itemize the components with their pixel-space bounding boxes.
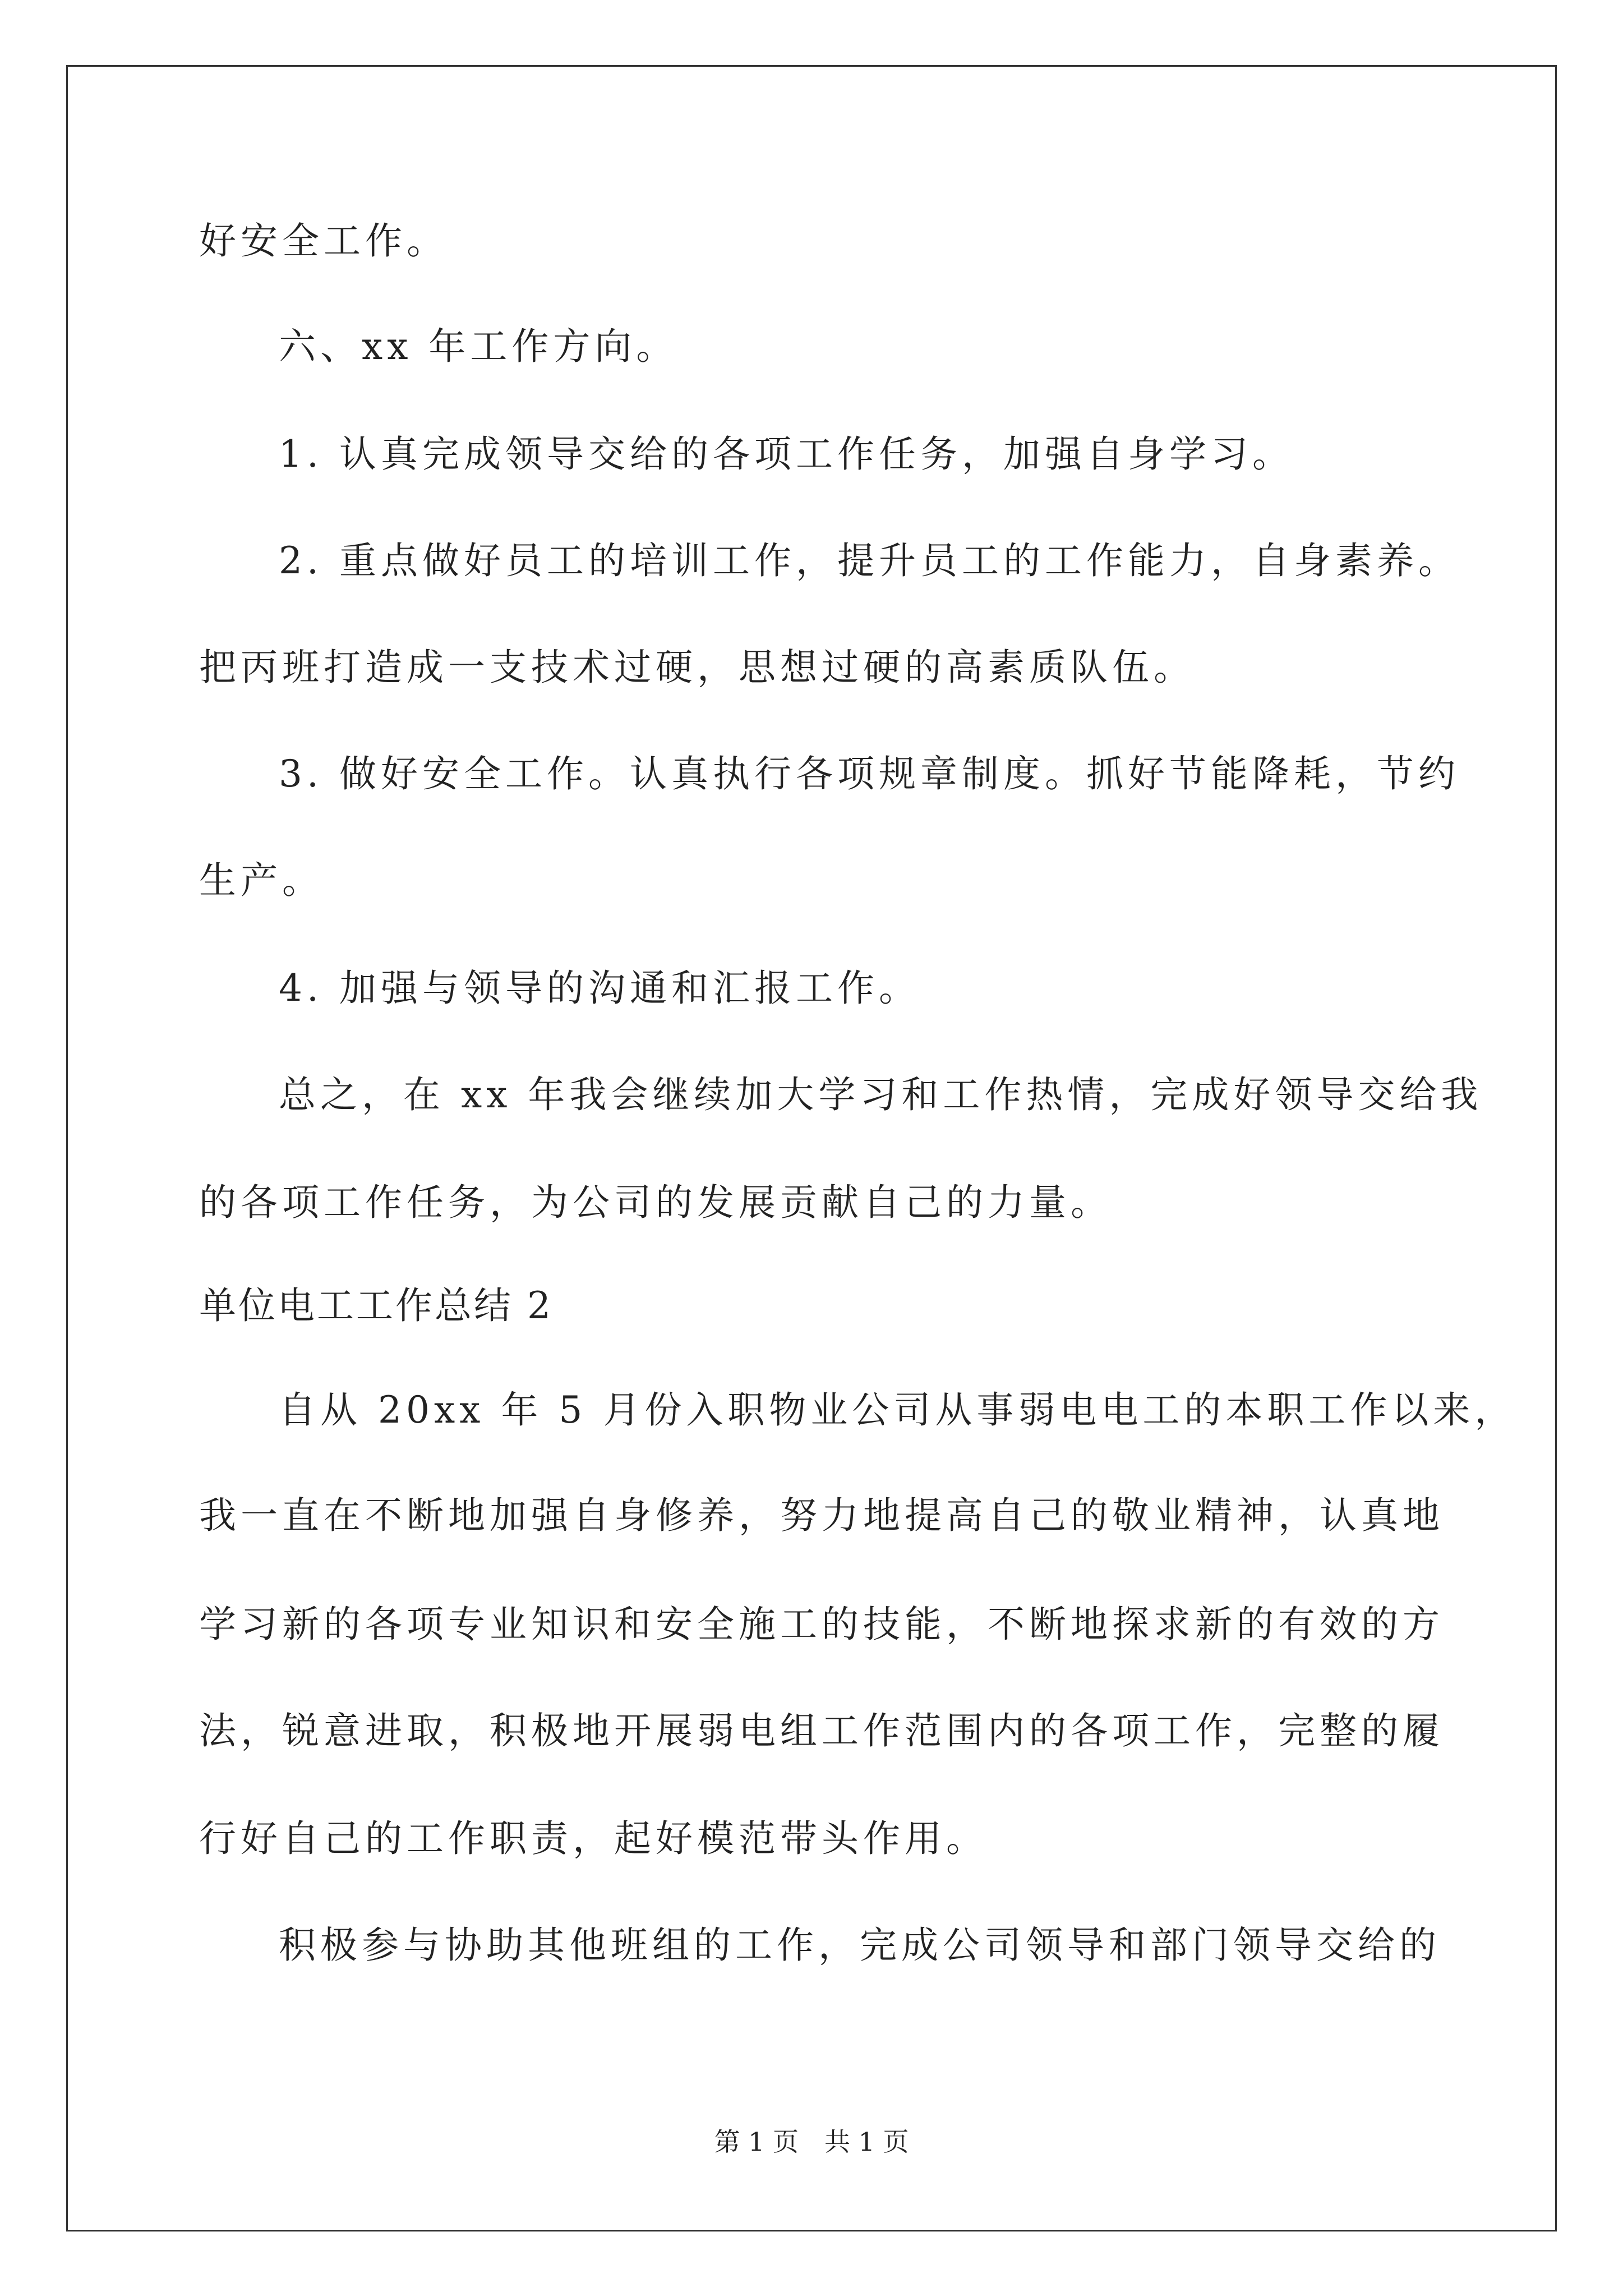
text-line-8: 4. 加强与领导的沟通和汇报工作。	[279, 967, 920, 1010]
text-line-16: 行好自己的工作职责，起好模范带头作用。	[199, 1817, 988, 1860]
text-line-14: 学习新的各项专业知识和安全施工的技能，不断地探求新的有效的方	[199, 1603, 1444, 1646]
text-line-10: 的各项工作任务，为公司的发展贡献自己的力量。	[199, 1181, 1112, 1224]
text-line-1: 好安全工作。	[199, 219, 448, 263]
page-border	[66, 65, 1557, 2231]
text-line-12: 自从 20xx 年 5 月份入职物业公司从事弱电电工的本职工作以来，	[279, 1388, 1516, 1432]
text-line-9: 总之，在 xx 年我会继续加大学习和工作热情，完成好领导交给我	[279, 1073, 1483, 1116]
text-line-5: 把丙班打造成一支技术过硬，思想过硬的高素质队伍。	[199, 646, 1195, 689]
text-line-17: 积极参与协助其他班组的工作，完成公司领导和部门领导交给的	[279, 1924, 1441, 1967]
text-line-4: 2. 重点做好员工的培训工作，提升员工的工作能力，自身素养。	[279, 539, 1460, 582]
text-line-6: 3. 做好安全工作。认真执行各项规章制度。抓好节能降耗，节约	[279, 752, 1460, 795]
text-line-3: 1. 认真完成领导交给的各项工作任务，加强自身学习。	[279, 432, 1294, 476]
section-heading: 单位电工工作总结 2	[199, 1284, 553, 1327]
text-line-13: 我一直在不断地加强自身修养，努力地提高自己的敬业精神，认真地	[199, 1494, 1444, 1537]
page-footer: 第 1 页 共 1 页	[714, 2127, 909, 2157]
text-line-7: 生产。	[199, 859, 324, 902]
text-line-15: 法，锐意进取，积极地开展弱电组工作范围内的各项工作，完整的履	[199, 1709, 1444, 1752]
text-line-2: 六、xx 年工作方向。	[279, 325, 678, 368]
